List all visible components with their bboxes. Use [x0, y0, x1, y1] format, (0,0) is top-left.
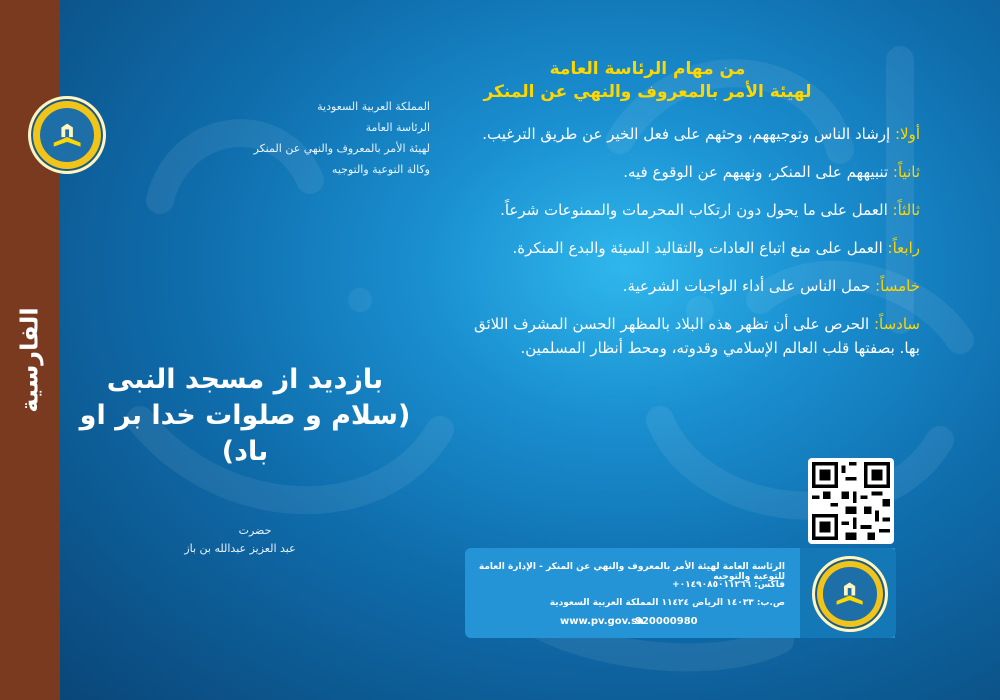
- org-line: وكالة التوعية والتوجيه: [331, 163, 430, 176]
- website-link[interactable]: www.pv.gov.sa: [560, 616, 644, 627]
- author-label: حضرت: [238, 524, 272, 537]
- presidency-logo-bottom: [812, 556, 888, 632]
- book-title-line1: بازديد از مسجد النبى: [106, 364, 384, 395]
- contact-fax: فاكس: ٠١٤٩٠٨٥٠١١٢٦٦+: [672, 580, 785, 590]
- duty-label: خامساً:: [875, 277, 920, 295]
- duty-label: ثالثاً:: [892, 201, 920, 219]
- phone-number[interactable]: 920000980: [635, 616, 698, 627]
- heading-line1: من مهام الرئاسة العامة: [549, 59, 746, 79]
- book-title: [60, 362, 430, 470]
- spine-label: الفارسية: [16, 307, 45, 413]
- book-mosque-icon: [831, 575, 868, 612]
- duty-item: [470, 122, 920, 146]
- duty-text: العمل على منع اتباع العادات والتقاليد السيئة والبدع المنكرة.: [512, 239, 883, 257]
- section-heading: [470, 58, 825, 104]
- book-title-line2: (سلام و صلوات خدا بر او باد): [79, 400, 411, 467]
- duty-label: سادساً:: [873, 315, 920, 333]
- contact-address: ص.ب: ١٤٠٣٣ الرياض ١١٤٢٤ المملكة العربية السعودية: [549, 598, 785, 608]
- duty-item: [470, 274, 920, 298]
- duties-list: [470, 122, 920, 374]
- duty-text: تنبيههم على المنكر، ونهيهم عن الوقوع فيه.: [623, 163, 889, 181]
- heading-line2: لهيئة الأمر بالمعروف والنهي عن المنكر: [483, 82, 812, 102]
- duty-text: الحرص على أن تظهر هذه البلاد بالمظهر الحسن المشرف اللائق بها. بصفتها قلب العالم الإسلامي وقدوته، ومحط أنظار المسلمين.: [473, 315, 920, 357]
- contact-org: الرئاسة العامة لهيئة الأمر بالمعروف والنهي عن المنكر - الإدارة العامة للتوعية والتوجيه: [478, 562, 785, 582]
- organization-block: [210, 96, 430, 180]
- org-line: لهيئة الأمر بالمعروف والنهي عن المنكر: [253, 142, 430, 155]
- duty-label: ثانياً:: [892, 163, 920, 181]
- duty-text: حمل الناس على أداء الواجبات الشرعية.: [622, 277, 871, 295]
- qr-code-icon: [812, 462, 890, 540]
- duty-item: [470, 236, 920, 260]
- org-line: الرئاسة العامة: [365, 121, 430, 134]
- duty-item: [470, 160, 920, 184]
- duty-item: [470, 198, 920, 222]
- duty-label: أولا:: [894, 125, 920, 143]
- duty-label: رابعاً:: [887, 239, 920, 257]
- org-line: المملكة العربية السعودية: [317, 100, 430, 113]
- presidency-logo-top: [28, 96, 106, 174]
- duty-text: إرشاد الناس وتوجيههم، وحثهم على فعل الخير عن طريق الترغيب.: [482, 125, 891, 143]
- author-name: عبد العزيز عبدالله بن باز: [184, 542, 296, 555]
- book-mosque-icon: [48, 116, 86, 154]
- duty-text: العمل على ما يحول دون ارتكاب المحرمات والممنوعات شرعاً.: [500, 201, 888, 219]
- duty-item: [470, 312, 920, 360]
- qr-code[interactable]: [808, 458, 894, 544]
